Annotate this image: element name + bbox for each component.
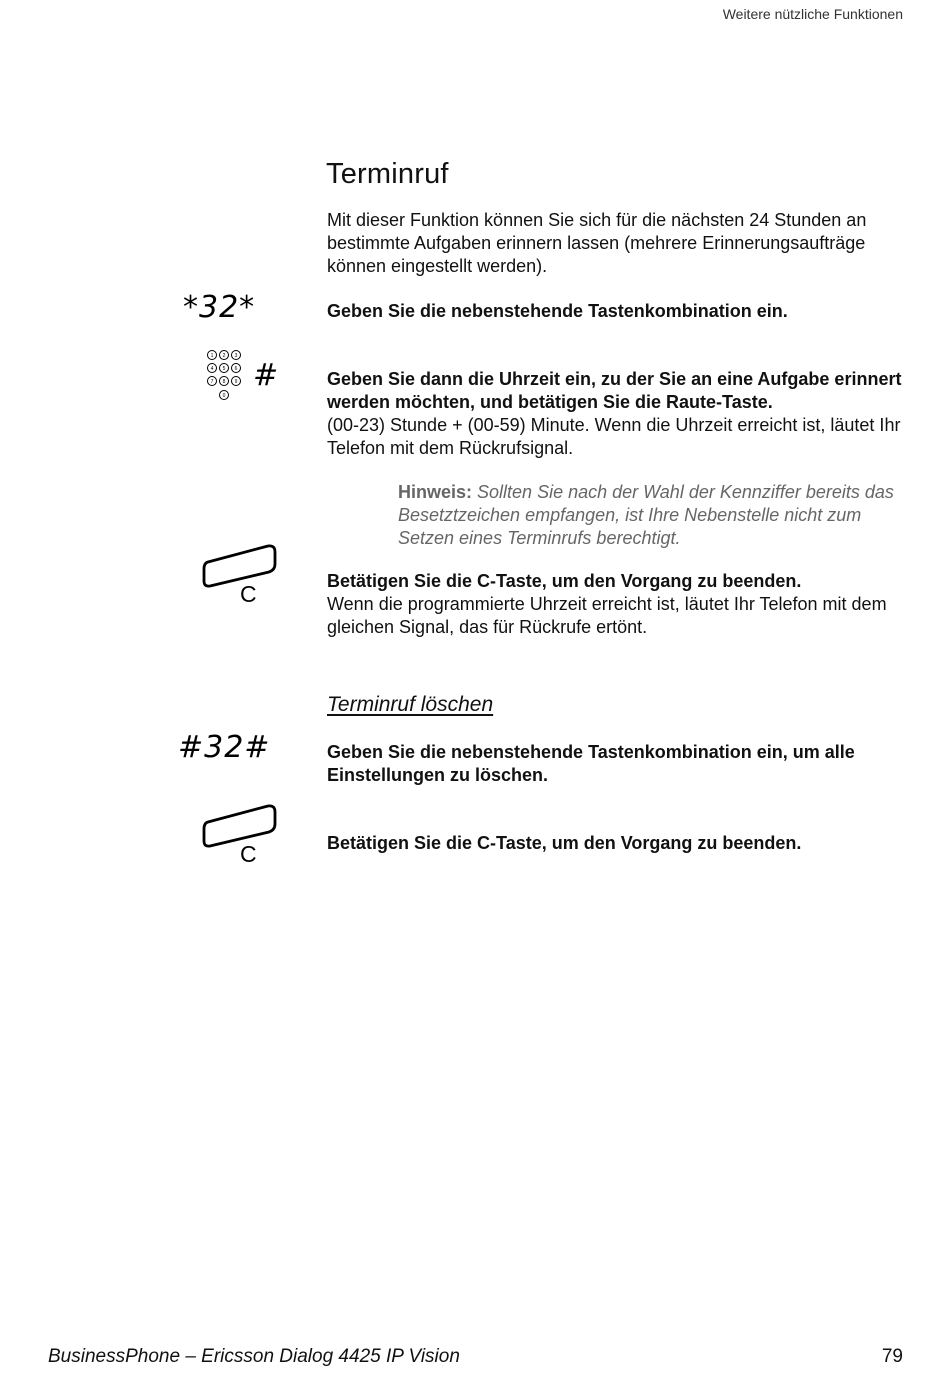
page-number: 79 <box>881 1346 903 1367</box>
footer-product-title: BusinessPhone – Ericsson Dialog 4425 IP Vision <box>48 1346 460 1367</box>
c-key-icon <box>200 801 282 867</box>
step-3-detail: Wenn die programmierte Uhrzeit erreicht ist, läutet Ihr Telefon mit dem gleichen Signal, das für Rückrufe ertönt. <box>327 594 887 637</box>
step-3-block <box>327 570 907 639</box>
note-box <box>398 481 908 550</box>
svg-text:8: 8 <box>222 379 226 385</box>
c-key-label: C <box>240 581 257 607</box>
note-text: Sollten Sie nach der Wahl der Kennziffer bereits das Besetztzeichen empfangen, ist Ihre Nebenstelle nicht zum Setzen eines Terminrufs berechtigt. <box>398 482 894 548</box>
svg-text:0: 0 <box>222 393 226 399</box>
step-2-block <box>327 368 907 460</box>
hash-key-symbol: # <box>253 358 280 393</box>
note-label: Hinweis: <box>398 482 473 502</box>
step-3-instruction: Betätigen Sie die C-Taste, um den Vorgang zu beenden. <box>327 571 802 591</box>
hash-32-hash-code: #32# <box>178 730 271 765</box>
delete-step-1-instruction: Geben Sie die nebenstehende Tastenkombination ein, um alle Einstellungen zu löschen. <box>327 742 855 785</box>
svg-text:3: 3 <box>234 353 238 359</box>
subsection-title: Terminruf löschen <box>327 693 494 716</box>
svg-text:2: 2 <box>222 353 226 359</box>
intro-paragraph: Mit dieser Funktion können Sie sich für die nächsten 24 Stunden an bestimmte Aufgaben erinnern lassen (mehrere Erinnerungsaufträge können eingestellt werden). <box>327 210 867 276</box>
svg-text:9: 9 <box>234 379 238 385</box>
c-key-label: C <box>240 841 257 867</box>
step-2-instruction: Geben Sie dann die Uhrzeit ein, zu der Sie an eine Aufgabe erinnert werden möchten, und betätigen Sie die Raute-Taste. <box>327 369 902 412</box>
page-title: Terminruf <box>326 158 449 190</box>
svg-text:1: 1 <box>210 353 214 359</box>
delete-step-2-instruction: Betätigen Sie die C-Taste, um den Vorgang zu beenden. <box>327 833 802 853</box>
c-key-icon <box>200 541 282 607</box>
svg-text:5: 5 <box>222 366 226 372</box>
svg-text:6: 6 <box>234 366 238 372</box>
step-2-detail: (00-23) Stunde + (00-59) Minute. Wenn die Uhrzeit erreicht ist, läutet Ihr Telefon mit dem Rückrufsignal. <box>327 415 901 458</box>
svg-text:4: 4 <box>210 366 214 372</box>
running-header: Weitere nützliche Funktionen <box>722 6 903 22</box>
star-32-star-code: *32* <box>183 290 256 325</box>
svg-text:7: 7 <box>210 379 214 385</box>
step-1-instruction: Geben Sie die nebenstehende Tastenkombination ein. <box>327 301 788 321</box>
